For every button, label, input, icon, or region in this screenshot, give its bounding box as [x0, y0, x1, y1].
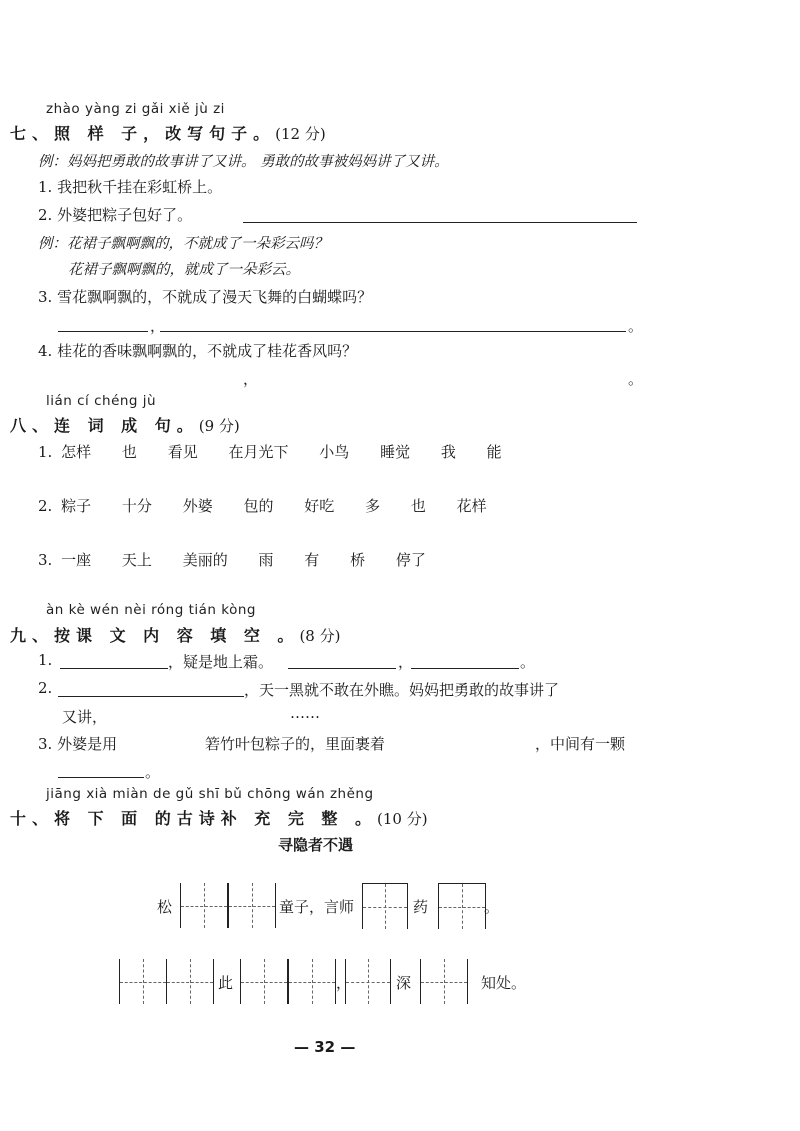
- word: 十分: [121, 497, 152, 515]
- s9-line3-b: 箬竹叶包粽子的，里面裹着: [205, 735, 386, 753]
- word: 怎样: [61, 443, 92, 461]
- char-box[interactable]: [438, 883, 486, 929]
- answer-blank-q3b[interactable]: [160, 331, 626, 332]
- s9-line2b-text: 又讲，: [62, 708, 108, 726]
- char-box[interactable]: [240, 959, 288, 1004]
- word: 有: [304, 551, 320, 569]
- word: 粽子: [61, 497, 92, 515]
- s9-line1-comma: ，: [398, 653, 414, 671]
- word: 小鸟: [319, 443, 350, 461]
- char-box[interactable]: [362, 883, 408, 929]
- s9-line3-a: 3. 外婆是用: [38, 735, 118, 753]
- s9-line2-number: 2.: [38, 679, 53, 697]
- answer-blank-9-1b[interactable]: [288, 668, 396, 669]
- poem-r2-char2: 深: [396, 974, 412, 992]
- word: 包的: [243, 497, 274, 515]
- section8-points: (9 分): [198, 417, 240, 435]
- section8-title: 八、连 词 成 句。: [10, 416, 199, 435]
- section10-pinyin: jiāng xià miàn de gǔ shī bǔ chōng wán zhěng: [46, 786, 374, 802]
- s9-line1-text: ，疑是地上霜。: [168, 653, 274, 671]
- poem-r2-comma: ，: [336, 974, 352, 992]
- section7-example1: 例：妈妈把勇敢的故事讲了又讲。 勇敢的故事被妈妈讲了又讲。: [38, 154, 449, 170]
- q4-period: 。: [628, 370, 644, 388]
- word: 在月光下: [228, 443, 289, 461]
- s9-line1-number: 1.: [38, 651, 53, 669]
- word: 雨: [258, 551, 274, 569]
- answer-blank-q2[interactable]: [243, 222, 637, 223]
- word: 我: [440, 443, 456, 461]
- poem-title: 寻隐者不遇: [278, 836, 354, 854]
- answer-blank-9-1a[interactable]: [60, 668, 168, 669]
- word: 能: [486, 443, 502, 461]
- q4-comma: ，: [243, 370, 259, 388]
- section7-question2: 2. 外婆把粽子包好了。: [38, 206, 193, 224]
- answer-blank-9-2[interactable]: [58, 696, 244, 697]
- word: 美丽的: [182, 551, 228, 569]
- q3-comma: ，: [150, 317, 166, 335]
- section7-question3: 3. 雪花飘啊飘的，不就成了漫天飞舞的白蝴蝶吗？: [38, 288, 373, 306]
- char-box[interactable]: [180, 883, 228, 928]
- word: 一座: [61, 551, 92, 569]
- poem-r2-char1: 此: [218, 974, 234, 992]
- section10-heading: [10, 806, 428, 829]
- poem-r1-period: 。: [484, 898, 500, 916]
- section7-pinyin: zhào yàng zi gǎi xiě jù zi: [46, 101, 225, 117]
- section8-item2: [38, 495, 513, 516]
- section7-question1: 1. 我把秋千挂在彩虹桥上。: [38, 178, 223, 196]
- word: 外婆: [182, 497, 213, 515]
- char-box[interactable]: [228, 883, 276, 928]
- section8-pinyin: lián cí chéng jù: [46, 393, 157, 409]
- section9-points: (8 分): [299, 627, 341, 645]
- section7-heading: [10, 121, 326, 144]
- word: 睡觉: [380, 443, 411, 461]
- word: 天上: [121, 551, 152, 569]
- item2-number: 2.: [38, 497, 53, 515]
- answer-blank-9-3[interactable]: [58, 777, 144, 778]
- word: 多: [365, 497, 381, 515]
- char-box[interactable]: [288, 959, 336, 1004]
- section9-title: 九、按课 文 内 容 填 空 。: [10, 626, 300, 645]
- poem-r1-char1: 松: [157, 898, 173, 916]
- section8-item3: [38, 549, 452, 570]
- section8-heading: [10, 413, 240, 436]
- word: 好吃: [304, 497, 335, 515]
- char-box[interactable]: [420, 959, 468, 1004]
- section7-question4: 4. 桂花的香味飘啊飘的，不就成了桂花香风吗？: [38, 342, 358, 360]
- s9-line2b-ellipsis: ……: [290, 704, 320, 722]
- item1-number: 1.: [38, 443, 53, 461]
- page-number: — 32 —: [294, 1038, 356, 1056]
- word: 也: [121, 443, 137, 461]
- answer-blank-9-1c[interactable]: [411, 668, 519, 669]
- q3-period: 。: [628, 317, 644, 335]
- section7-example2-answer: 花裙子飘啊飘的，就成了一朵彩云。: [68, 262, 300, 278]
- poem-r1-text: 童子，言师: [279, 898, 355, 916]
- word: 桥: [350, 551, 366, 569]
- section8-item1: [38, 441, 528, 462]
- section9-heading: [10, 623, 340, 646]
- answer-blank-q3a[interactable]: [58, 331, 148, 332]
- section10-title: 十、将 下 面 的古诗补 充 完 整 。: [10, 809, 377, 828]
- item3-number: 3.: [38, 551, 53, 569]
- s9-line2-text: ，天一黑就不敢在外瞧。妈妈把勇敢的故事讲了: [244, 681, 560, 699]
- poem-r1-char2: 药: [413, 898, 429, 916]
- section9-pinyin: àn kè wén nèi róng tián kòng: [46, 602, 256, 618]
- poem-r2-text: 知处。: [481, 974, 527, 992]
- s9-line1-period: 。: [520, 653, 536, 671]
- section7-points: (12 分): [275, 125, 326, 143]
- word: 看见: [167, 443, 198, 461]
- word: 也: [410, 497, 426, 515]
- char-box[interactable]: [345, 959, 391, 1004]
- section7-example2-question: 例：花裙子飘啊飘的，不就成了一朵彩云吗？: [38, 236, 328, 252]
- char-box[interactable]: [166, 959, 214, 1004]
- s9-line3-c: ，中间有一颗: [535, 735, 626, 753]
- section7-title: 七、照 样 子，改写句子。: [10, 124, 276, 143]
- section10-points: (10 分): [377, 810, 428, 828]
- word: 花样: [456, 497, 487, 515]
- char-box[interactable]: [119, 959, 167, 1004]
- s9-line3-period: 。: [145, 763, 161, 781]
- word: 停了: [395, 551, 426, 569]
